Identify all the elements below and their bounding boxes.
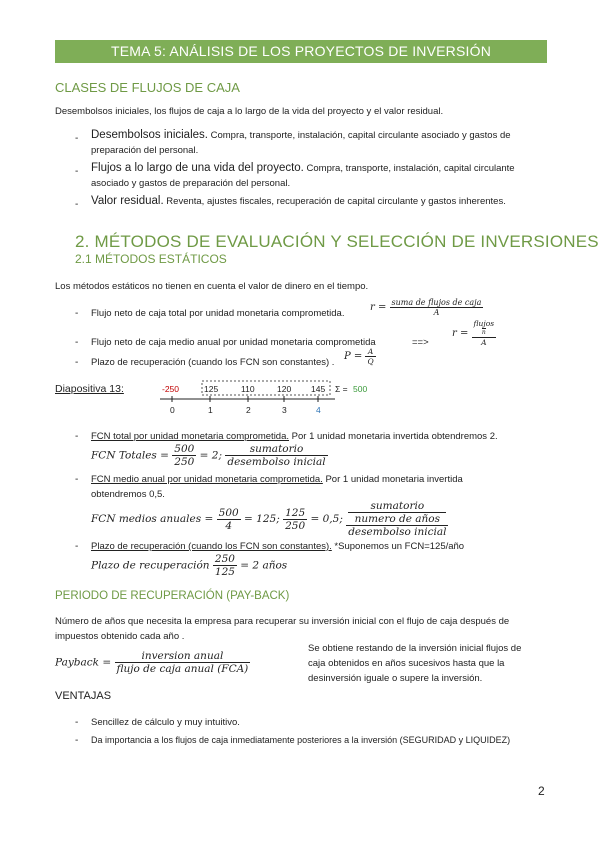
formula-lhs: r = <box>452 328 469 339</box>
side-note-line-1: Se obtiene restando de la inversión inicial flujos de <box>308 643 522 654</box>
metodos-intro: Los métodos estáticos no tienen en cuenta el valor de dinero en el tiempo. <box>55 281 369 292</box>
flow-1: 125 <box>204 384 219 394</box>
formula-result: = 2 años <box>240 559 288 572</box>
year-2: 2 <box>246 405 251 415</box>
bullet-dash: - <box>75 133 79 144</box>
ventaja-2: Da importancia a los flujos de caja inmediatamente posteriores a la inversión (SEGURIDAD y LIQUIDEZ) <box>91 735 511 745</box>
formula-result: = 2; <box>199 449 223 462</box>
bullet-dash: - <box>75 735 79 746</box>
fraction-denominator: 250 <box>174 456 195 468</box>
fraction-numerator: 250 <box>214 553 235 565</box>
fraction-numerator: A <box>365 347 375 357</box>
metodo-1-text: Flujo neto de caja total por unidad monetaria comprometida. <box>91 308 345 319</box>
fcn-medio-desc-2: obtendremos 0,5. <box>91 489 165 500</box>
fraction-denominator: Q <box>367 357 374 366</box>
fraction-numerator <box>472 320 497 338</box>
clases-item-2-label: Flujos a lo largo de una vida del proyecto. <box>91 162 304 174</box>
section-title-metodos: 2. MÉTODOS DE EVALUACIÓN Y SELECCIÓN DE INVERSIONES <box>75 232 599 251</box>
clases-item-2-text: Compra, transporte, instalación, capital circulante <box>306 163 515 174</box>
formula-lhs: Plazo de recuperación <box>91 559 210 572</box>
fcn-total-text <box>91 429 498 444</box>
fcn-medio-desc: Por 1 unidad monetaria invertida <box>322 474 463 485</box>
formula-fraction <box>213 553 237 578</box>
bullet-dash: - <box>75 337 79 348</box>
formula-fraction <box>115 650 251 675</box>
metodo-3-text: Plazo de recuperación (cuando los FCN son constantes) . <box>91 357 335 368</box>
nested-fraction <box>346 500 448 538</box>
formula-fraction <box>217 507 241 532</box>
numerator-top: sumatorio <box>348 500 446 513</box>
fcn-total-heading: FCN total por unidad monetaria comprometida. <box>91 431 290 442</box>
formula-fraction <box>283 507 307 532</box>
cashflow-timeline <box>155 378 415 418</box>
year-4: 4 <box>316 405 321 415</box>
fraction-numerator: 500 <box>174 443 195 455</box>
payback-intro-line-2: impuestos obtenido cada año . <box>55 631 185 642</box>
ventaja-1: Sencillez de cálculo y muy intuitivo. <box>91 717 240 728</box>
clases-item-3-text: Reventa, ajustes fiscales, recuperación de capital circulante y gastos inherentes. <box>166 196 506 207</box>
fcn-total-desc: Por 1 unidad monetaria invertida obtendremos 2. <box>289 431 498 442</box>
formula-fraction <box>225 443 327 468</box>
plazo-heading: Plazo de recuperación (cuando los FCN son constantes). <box>91 541 332 552</box>
clases-item-1-label: Desembolsos iniciales. <box>91 129 208 141</box>
bullet-dash: - <box>75 717 79 728</box>
diapositiva-label: Diapositiva 13: <box>55 383 124 395</box>
fraction-numerator <box>346 500 448 526</box>
year-1: 1 <box>208 405 213 415</box>
clases-item-3-label: Valor residual. <box>91 195 164 207</box>
numerator-bottom: n <box>481 329 486 336</box>
fraction-denominator: desembolso inicial <box>227 456 326 468</box>
formula-fraction <box>365 347 375 366</box>
section-title-payback: PERIODO DE RECUPERACIÓN (PAY-BACK) <box>55 590 290 602</box>
metodo-1-formula <box>370 298 483 317</box>
bullet-dash: - <box>75 308 79 319</box>
clases-item-1-text: Compra, transporte, instalación, capital circulante asociado y gastos de <box>210 130 511 141</box>
arrow-text: ==> <box>412 337 429 348</box>
bullet-dash: - <box>75 474 79 485</box>
fraction-denominator: flujo de caja anual (FCA) <box>116 663 249 675</box>
section-title-clases: CLASES DE FLUJOS DE CAJA <box>55 80 240 95</box>
year-3: 3 <box>282 405 287 415</box>
ventajas-heading: VENTAJAS <box>55 690 112 702</box>
formula-lhs: Payback = <box>55 656 112 669</box>
formula-lhs: r = <box>370 302 387 313</box>
bullet-dash: - <box>75 541 79 552</box>
bullet-dash: - <box>75 357 79 368</box>
metodo-2-text: Flujo neto de caja medio anual por unidad monetaria comprometida <box>91 337 376 348</box>
fraction-denominator: A <box>433 308 440 317</box>
formula-lhs: FCN medios anuales = <box>91 513 214 525</box>
formula-result: = 125; <box>244 513 280 525</box>
clases-intro: Desembolsos iniciales, los flujos de caja a lo largo de la vida del proyecto y el valor residual. <box>55 106 444 117</box>
formula-lhs: P = <box>344 351 363 362</box>
year-0: 0 <box>170 405 175 415</box>
numerator-bottom: numero de años <box>354 513 441 525</box>
fraction-numerator: 125 <box>285 506 306 519</box>
clases-item-3 <box>91 194 547 209</box>
fraction-denominator: A <box>481 338 487 347</box>
fraction-numerator: 500 <box>218 506 239 519</box>
bullet-dash: - <box>75 431 79 442</box>
subsection-title-estaticos: 2.1 MÉTODOS ESTÁTICOS <box>75 252 227 266</box>
fraction-numerator: suma de flujos de caja <box>391 298 482 307</box>
formula-result: = 0,5; <box>310 513 343 525</box>
sum-label: Σ = <box>335 384 348 394</box>
clases-item-2-text2: asociado y gastos de preparación del personal. <box>91 178 291 189</box>
fcn-medio-text <box>91 472 547 502</box>
flow-3: 120 <box>277 384 292 394</box>
page-number: 2 <box>538 784 545 798</box>
clases-item-1 <box>91 128 547 158</box>
plazo-formula <box>91 553 287 578</box>
flow-2: 110 <box>241 384 255 394</box>
formula-fraction <box>472 320 497 347</box>
metodo-3-formula <box>344 347 376 366</box>
plazo-text <box>91 539 464 554</box>
fcn-medio-heading: FCN medio anual por unidad monetaria comprometida. <box>91 474 323 485</box>
page-banner: TEMA 5: ANÁLISIS DE LOS PROYECTOS DE INVERSIÓN <box>55 40 547 63</box>
formula-fraction <box>390 298 484 317</box>
plazo-desc: *Suponemos un FCN=125/año <box>331 541 465 552</box>
fcn-total-formula <box>91 443 328 468</box>
clases-item-1-text2: preparación del personal. <box>91 145 199 156</box>
numerator-top: flujos <box>473 319 495 328</box>
fraction-denominator: desembolso inicial <box>348 526 447 538</box>
metodo-2-formula <box>452 320 496 347</box>
initial-flow: -250 <box>162 384 180 394</box>
bullet-dash: - <box>75 166 79 177</box>
fraction-numerator: inversion anual <box>115 650 251 663</box>
clases-item-2 <box>91 161 547 191</box>
fraction-numerator: sumatorio <box>225 443 327 456</box>
formula-lhs: FCN Totales = <box>91 449 169 462</box>
side-note-line-2: caja obtenidos en años sucesivos hasta que la <box>308 658 505 669</box>
payback-side-note <box>308 641 521 686</box>
fraction-denominator: 4 <box>225 519 232 532</box>
flow-4: 145 <box>311 384 326 394</box>
fraction-denominator: 250 <box>285 519 306 532</box>
sum-value: 500 <box>353 384 368 394</box>
formula-fraction <box>172 443 196 468</box>
side-note-line-3: desinversión iguale o supere la inversión. <box>308 673 483 684</box>
fcn-medio-formula <box>91 500 448 538</box>
payback-intro <box>55 614 547 644</box>
fraction-denominator: 125 <box>214 566 235 578</box>
payback-formula <box>55 650 250 675</box>
bullet-dash: - <box>75 199 79 210</box>
payback-intro-line-1: Número de años que necesita la empresa para recuperar su inversión inicial con el flujo de caja después de <box>55 616 510 627</box>
